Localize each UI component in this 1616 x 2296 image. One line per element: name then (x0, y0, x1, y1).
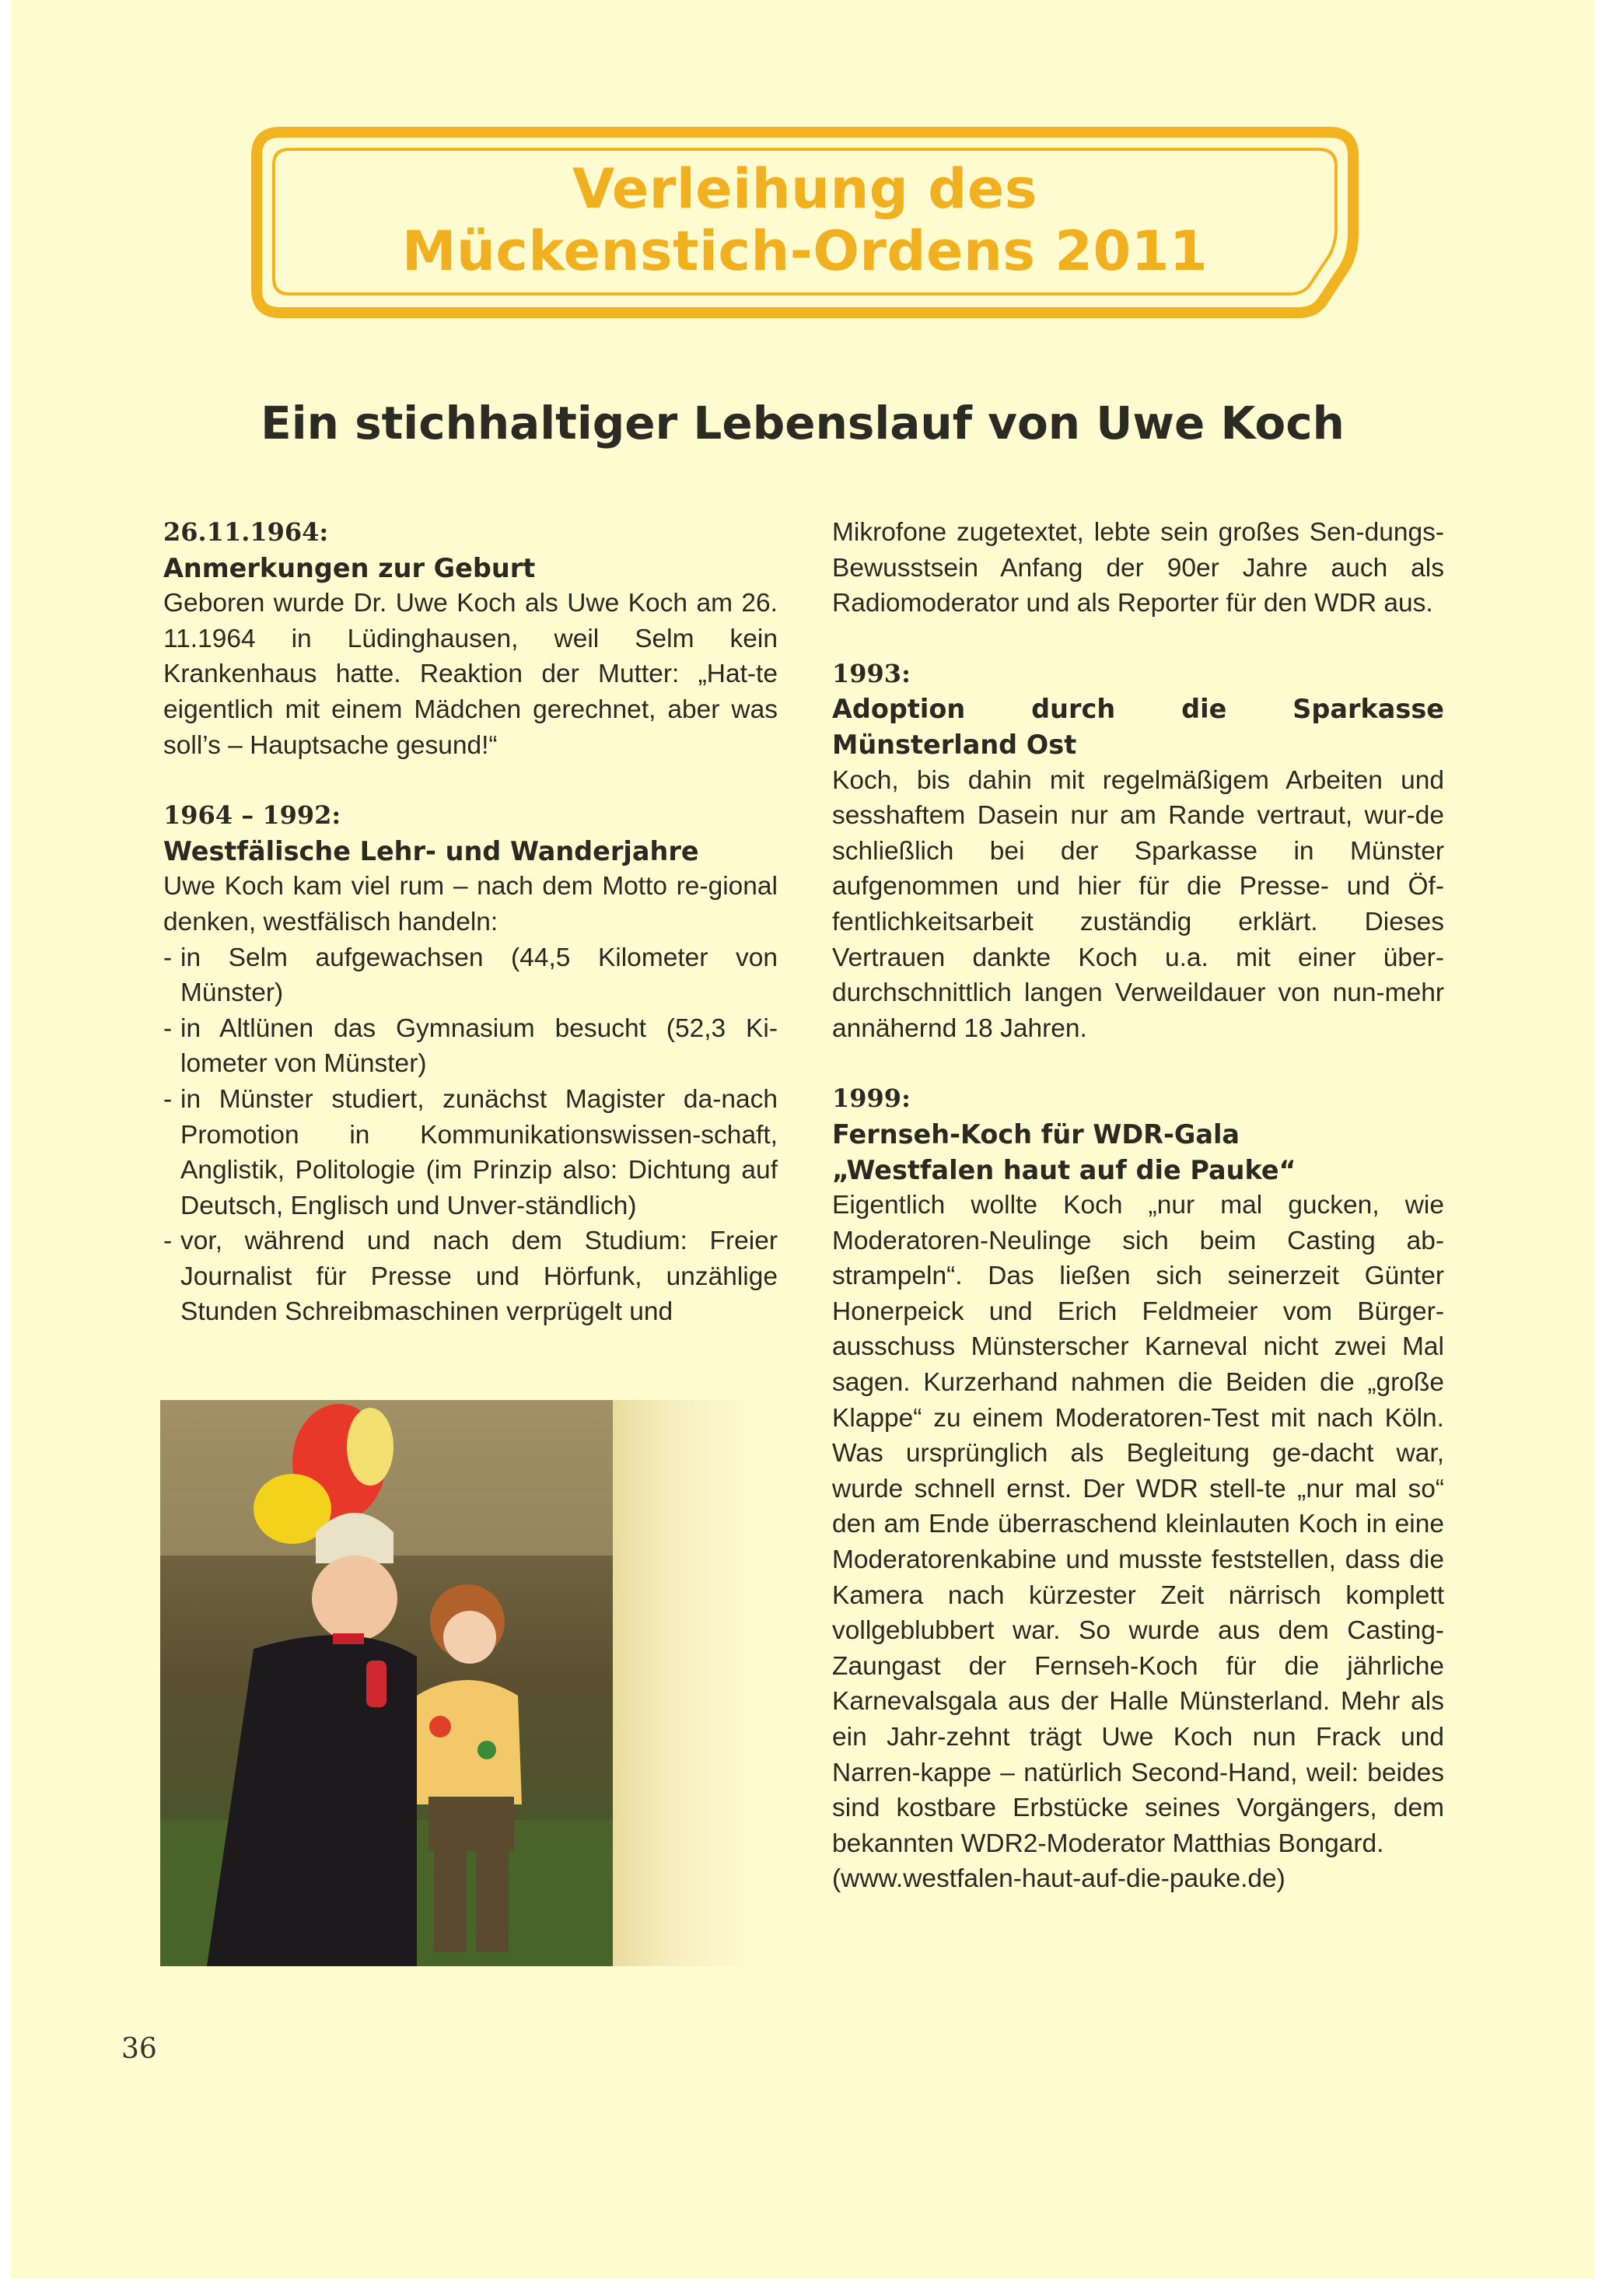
section-heading-quote: „Westfalen haut auf die Pauke“ (832, 1154, 1296, 1185)
list-item: - in Münster studiert, zunächst Magister da-nach Promotion in Kommunikationswissen-schaft, Anglistik, Politologie (im Prinzip also: Dichtung auf Deutsch, Englisch und Unver-ständlich) (163, 1084, 778, 1220)
banner-title-line1: Verleihung des (572, 157, 1038, 221)
section-intro: Uwe Koch kam viel rum – nach dem Motto re-gional denken, westfälisch handeln: (163, 872, 778, 936)
section-date: 1964 – 1992: (163, 800, 341, 831)
banner-title-line2: Mückenstich-Ordens 2011 (401, 219, 1209, 283)
website-link: (www.westfalen-haut-auf-die-pauke.de) (832, 1864, 1285, 1894)
title-banner (249, 124, 1361, 320)
section-body: Eigentlich wollte Koch „nur mal gucken, wie Moderatoren-Neulinge sich beim Casting ab-strampeln“. Das ließen sich seinerzeit Günter Honerpeick und Erich Feldmeier vom Bürger-ausschuss Münsterscher Karneval nicht zwei Mal sagen. Kurzerhand nahmen die Beiden die „große Klappe“ zu einem Moderatoren-Test mit nach Köln. Was ursprünglich als Begleitung ge-dacht war, wurde schnell ernst. Der WDR stell-te „nur mal so“ den am Ende überraschend kleinlauten Koch in eine Moderatorenkabine und musste feststellen, dass die Kamera nach kürzester Zeit närrisch komplett vollgeblubbert war. So wurde aus dem Casting-Zaungast der Fernseh-Koch für die jährliche Karnevalsgala aus der Halle Münsterland. Mehr als ein Jahr-zehnt trägt Uwe Koch nun Frack und Narren-kappe – natürlich Second-Hand, weil: beides sind kostbare Erbstücke seines Vorgängers, dem bekannten WDR2-Moderator Matthias Bongard. (832, 1191, 1444, 1858)
photo-moderator-with-child (160, 1400, 759, 1966)
section-heading: Anmerkungen zur Geburt (163, 552, 536, 583)
section-heading: Fernseh-Koch für WDR-Gala (832, 1118, 1240, 1150)
page (11, 0, 1594, 2279)
left-column (163, 515, 778, 1330)
continued-text: Mikrofone zugetextet, lebte sein großes Sen-dungs-Bewusstsein Anfang der 90er Jahre auch als Radiomoderator und als Reporter für den WDR aus. (832, 518, 1444, 618)
section-heading: Westfälische Lehr- und Wanderjahre (163, 835, 699, 866)
section-body: Geboren wurde Dr. Uwe Koch als Uwe Koch am 26. 11.1964 in Lüdinghausen, weil Selm kein Krankenhaus hatte. Reaktion der Mutter: „Hat-te eigentlich mit einem Mädchen gerechnet, aber was soll’s – Hauptsache gesund!“ (163, 589, 778, 760)
page-number: 36 (121, 2033, 157, 2065)
list-item: - in Altlünen das Gymnasium besucht (52,3 Ki-lometer von Münster) (163, 1013, 778, 1079)
section-date: 1999: (832, 1083, 911, 1114)
right-column (832, 515, 1444, 1897)
list-item: - vor, während und nach dem Studium: Freier Journalist für Presse und Hörfunk, unzählige Stunden Schreibmaschinen verprügelt und (163, 1227, 778, 1327)
section-heading: Adoption durch die Sparkasse Münsterland Ost (832, 694, 1444, 760)
article-subtitle: Ein stichhaltiger Lebenslauf von Uwe Koch (261, 397, 1345, 450)
section-body: Koch, bis dahin mit regelmäßigem Arbeiten und sesshaftem Dasein nur am Rande vertraut, wur-de schließlich bei der Sparkasse in Münster aufgenommen und hier für die Presse- und Öf-fentlichkeitsarbeit zuständig erklärt. Dieses Vertrauen dankte Koch u.a. mit einer über-durchschnittlich langen Verweildauer von nun-mehr annähernd 18 Jahren. (832, 765, 1444, 1043)
list-item: - in Selm aufgewachsen (44,5 Kilometer von Münster) (163, 943, 778, 1008)
section-date: 26.11.1964: (163, 517, 329, 547)
section-date: 1993: (832, 658, 911, 688)
